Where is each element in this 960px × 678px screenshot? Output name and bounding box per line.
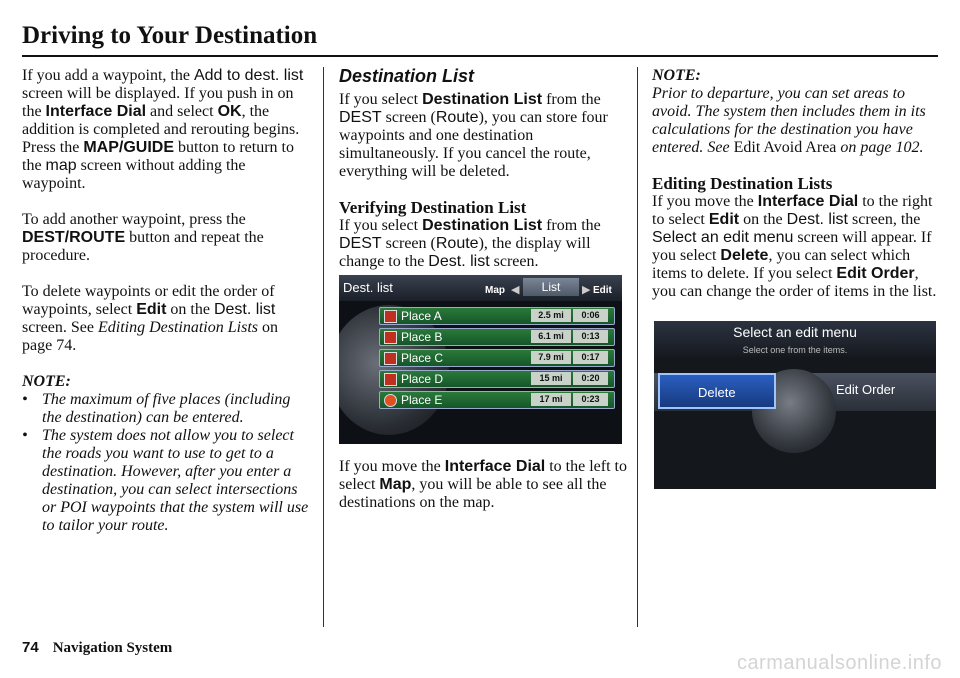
paragraph: To add another waypoint, press the DEST/ROUTE button and repeat the procedure. <box>22 211 264 264</box>
page-title: Driving to Your Destination <box>22 22 318 49</box>
delete-button[interactable]: Delete <box>658 373 776 409</box>
column-right <box>652 67 942 489</box>
list-item[interactable]: Place C 7.9 mi 0:17 <box>379 349 615 367</box>
waypoint-flag-icon <box>384 331 397 344</box>
list-tab[interactable]: List <box>523 278 579 296</box>
edit-button[interactable]: Edit <box>593 285 612 296</box>
list-item[interactable]: Place A 2.5 mi 0:06 <box>379 307 615 325</box>
destination-icon <box>384 394 397 407</box>
column-left <box>22 67 312 535</box>
screen-title: Dest. list <box>343 280 393 295</box>
list-item[interactable]: Place D 15 mi 0:20 <box>379 370 615 388</box>
footer-label: Navigation System <box>52 640 173 656</box>
column-middle <box>339 67 629 530</box>
section-heading: Destination List <box>339 66 475 86</box>
paragraph: If you move the Interface Dial to the right to select Edit on the Dest. list screen, the Select an edit menu screen will appear. If you select Delete, you can select which items to delete. If you select Edit Order, you can change the order of items in the list. <box>652 193 937 300</box>
screen-subtitle: Select one from the items. <box>742 345 848 355</box>
paragraph: If you select Destination List from the DEST screen (Route), the display will change to the Dest. list screen. <box>339 217 601 270</box>
paragraph: To delete waypoints or edit the order of waypoints, select Edit on the Dest. list screen. See Editing Destination Lists on page 74. <box>22 283 278 354</box>
subsection-heading: Verifying Destination List <box>339 198 527 217</box>
list-item[interactable]: Place B 6.1 mi 0:13 <box>379 328 615 346</box>
arrow-right-icon: ▶ <box>582 284 591 296</box>
arrow-left-icon: ◀ <box>511 284 520 296</box>
list-item[interactable]: Place E 17 mi 0:23 <box>379 391 615 409</box>
edit-order-button[interactable]: Edit Order <box>836 382 896 397</box>
paragraph: If you select Destination List from the DEST screen (Route), you can store four waypoints and one destination simultaneously. If you cancel the route, everything will be deleted. <box>339 91 608 180</box>
screen-title: Select an edit menu <box>733 324 857 340</box>
waypoint-flag-icon <box>384 310 397 323</box>
note-label: NOTE: <box>652 67 701 84</box>
list-item: • The system does not allow you to select the roads you want to use to get to a destination. However, after you enter a destination, you can select intersections or POI waypoints that the system will use to tailor your route. <box>22 427 312 535</box>
note-label: NOTE: <box>22 373 71 390</box>
cross-reference[interactable]: Editing Destination Lists <box>97 319 258 336</box>
paragraph: If you move the Interface Dial to the left to select Map, you will be able to see all the destinations on the map. <box>339 458 627 511</box>
paragraph: If you add a waypoint, the Add to dest. list screen will be displayed. If you push in on the Interface Dial and select OK, the addition is completed and rerouting begins. Press the MAP/GUIDE button to return to the map screen without adding the waypoint. <box>22 67 304 192</box>
section-heading: Editing Destination Lists <box>652 174 833 193</box>
edit-menu-screenshot <box>654 321 936 489</box>
list-item: • The maximum of five places (including the destination) can be entered. <box>22 391 312 427</box>
note-list <box>22 391 312 535</box>
waypoint-flag-icon <box>384 352 397 365</box>
page-number: 74 <box>22 639 39 656</box>
column-divider <box>637 67 638 627</box>
cross-reference[interactable]: Edit Avoid Area <box>733 139 837 156</box>
waypoint-flag-icon <box>384 373 397 386</box>
map-button[interactable]: Map <box>485 285 505 296</box>
dest-list-screenshot <box>339 275 622 444</box>
title-rule <box>22 55 938 57</box>
page-footer <box>22 639 172 657</box>
column-divider <box>323 67 324 627</box>
note-text: Prior to departure, you can set areas to avoid. The system then includes them in its calculations for the destination you have entered. See Edit Avoid Area on page 102. <box>652 85 926 156</box>
watermark: carmanualsonline.info <box>736 652 942 674</box>
